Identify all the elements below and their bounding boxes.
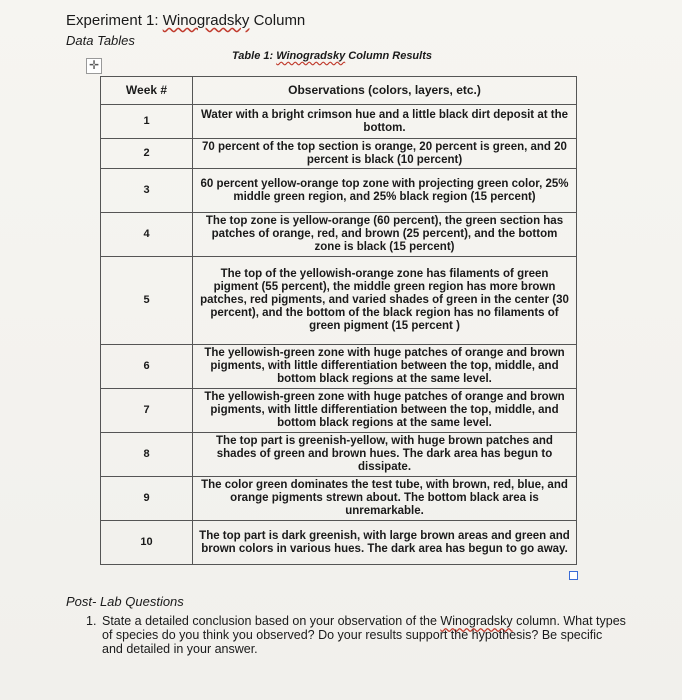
observation-cell: The yellowish-green zone with huge patches of orange and brown pigments, with little differentiation between the top, middle, and bottom black regions at the same level. bbox=[193, 389, 577, 433]
table-row bbox=[101, 433, 577, 477]
caption-suffix: Column Results bbox=[345, 50, 432, 62]
question-item bbox=[86, 614, 626, 656]
week-cell: 9 bbox=[101, 477, 193, 521]
week-cell: 4 bbox=[101, 213, 193, 257]
observation-cell: The color green dominates the test tube, with brown, red, blue, and orange pigments strewn about. The bottom black area is unremarkable. bbox=[193, 477, 577, 521]
week-cell: 7 bbox=[101, 389, 193, 433]
table-row bbox=[101, 213, 577, 257]
table-row bbox=[101, 345, 577, 389]
caption-prefix: Table 1: bbox=[232, 50, 277, 62]
table-caption bbox=[232, 50, 432, 62]
question-number: 1. bbox=[86, 614, 97, 628]
question-text bbox=[102, 614, 626, 656]
week-cell: 3 bbox=[101, 169, 193, 213]
observation-cell: The top part is dark greenish, with large brown areas and green and brown colors in various hues. The dark area has begun to go away. bbox=[193, 521, 577, 565]
observation-cell: 70 percent of the top section is orange, 20 percent is green, and 20 percent is black (10 percent) bbox=[193, 139, 577, 169]
week-cell: 10 bbox=[101, 521, 193, 565]
title-prefix: Experiment 1: bbox=[66, 12, 163, 29]
observation-cell: The yellowish-green zone with huge patches of orange and brown pigments, with little differentiation between the top, middle, and bottom black regions at the same level. bbox=[193, 345, 577, 389]
week-cell: 1 bbox=[101, 105, 193, 139]
week-cell: 2 bbox=[101, 139, 193, 169]
observation-cell: The top of the yellowish-orange zone has filaments of green pigment (55 percent), the middle green region has more brown patches, red pigments, and varied shades of green in the center (30 percent), and the bottom of the black region has no filaments of green pigment (15 percent ) bbox=[193, 257, 577, 345]
title-wavy-word: Winogradsky bbox=[162, 12, 250, 29]
week-cell: 8 bbox=[101, 433, 193, 477]
results-table bbox=[100, 76, 577, 565]
table-header-row bbox=[101, 77, 577, 105]
move-cross-icon[interactable]: ✛ bbox=[86, 58, 102, 74]
observation-cell: Water with a bright crimson hue and a little black dirt deposit at the bottom. bbox=[193, 105, 577, 139]
table-row bbox=[101, 389, 577, 433]
question-text-before: State a detailed conclusion based on your observation of the bbox=[102, 614, 441, 628]
table-row bbox=[101, 521, 577, 565]
week-header: Week # bbox=[101, 77, 193, 105]
observation-cell: The top zone is yellow-orange (60 percent), the green section has patches of orange, red, and brown (25 percent), and the bottom zone is black (15 percent) bbox=[193, 213, 577, 257]
data-tables-subtitle: Data Tables bbox=[66, 33, 135, 48]
post-lab-heading: Post- Lab Questions bbox=[66, 594, 184, 609]
week-cell: 6 bbox=[101, 345, 193, 389]
table-row bbox=[101, 105, 577, 139]
table-resize-handle[interactable] bbox=[569, 571, 578, 580]
table-row bbox=[101, 477, 577, 521]
observation-cell: 60 percent yellow-orange top zone with projecting green color, 25% middle green region, and 25% black region (15 percent) bbox=[193, 169, 577, 213]
observation-cell: The top part is greenish-yellow, with huge brown patches and shades of green and brown hues. The dark area has begun to dissipate. bbox=[193, 433, 577, 477]
observations-header: Observations (colors, layers, etc.) bbox=[193, 77, 577, 105]
title-suffix: Column bbox=[249, 12, 306, 29]
week-cell: 5 bbox=[101, 257, 193, 345]
table-row bbox=[101, 169, 577, 213]
question-text-after: column. What types of species do you think you observed? Do your results support the hypothesis? Be specific and detailed in your answer. bbox=[102, 614, 626, 656]
table-row bbox=[101, 257, 577, 345]
caption-wavy-word: Winogradsky bbox=[276, 50, 346, 62]
table-row bbox=[101, 139, 577, 169]
question-wavy-word: Winogradsky bbox=[440, 614, 513, 628]
experiment-title bbox=[66, 12, 305, 29]
